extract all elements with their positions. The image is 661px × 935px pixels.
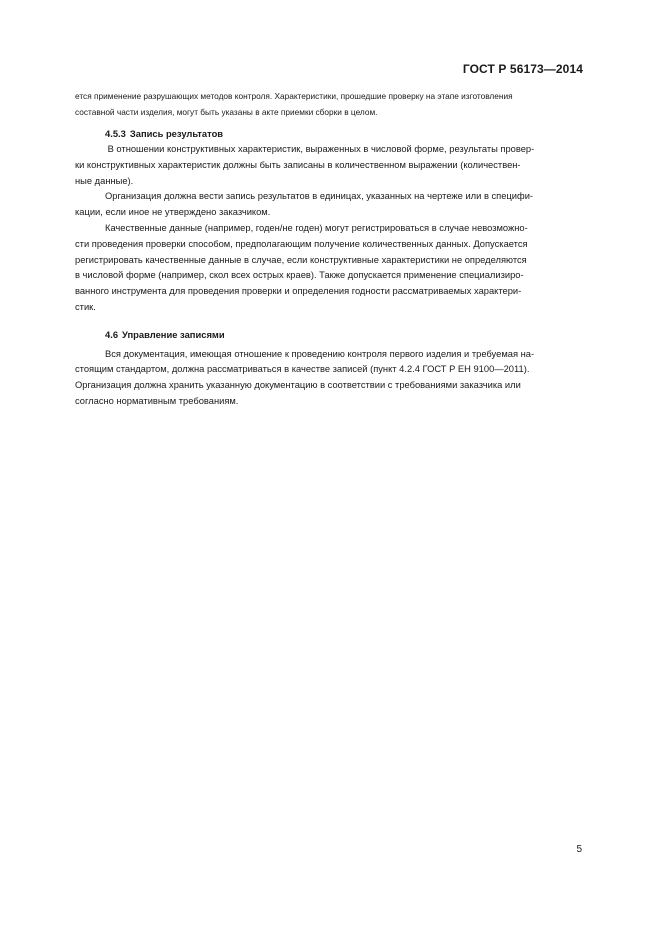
- paragraph: [75, 221, 583, 316]
- text-line: ванного инструмента для проведения проверки и определения годности рассматриваемых характери-: [75, 286, 522, 297]
- document-id-header: ГОСТ Р 56173—2014: [462, 62, 583, 76]
- text-line: ки конструктивных характеристик должны быть записаны в количественном выражении (количествен-: [75, 159, 521, 170]
- paragraph: [75, 142, 583, 189]
- text-line: регистрировать качественные данные в случае, если конструктивные характеристики не определяются: [75, 254, 527, 265]
- section-title: Управление записями: [122, 328, 225, 340]
- section-title: Запись результатов: [129, 128, 224, 140]
- section-heading-4-5-3: [75, 126, 583, 142]
- text-line: ется применение разрушающих методов контроля. Характеристики, прошедшие проверку на этапе изготовления: [75, 91, 513, 101]
- text-line: ные данные).: [75, 175, 134, 186]
- text-line: стик.: [75, 301, 96, 312]
- text-line: составной части изделия, могут быть указаны в акте приемки сборки в целом.: [75, 106, 378, 117]
- text-line: кации, если иное не утверждено заказчиком.: [75, 207, 271, 218]
- text-line: сти проведения проверки способом, предполагающим получение количественных данных. Допускается: [75, 238, 528, 249]
- text-line: В отношении конструктивных характеристик, выраженных в числовой форме, результаты провер-: [105, 143, 535, 154]
- paragraph: [75, 347, 583, 410]
- section-heading-4-6: [75, 327, 583, 343]
- paragraph: [75, 189, 583, 221]
- text-line: согласно нормативным требованиям.: [75, 395, 239, 406]
- intro-paragraph: [75, 89, 583, 120]
- section-number: 4.5.3: [105, 128, 126, 140]
- text-line: Качественные данные (например, годен/не годен) могут регистрироваться в случае невозможно-: [105, 222, 528, 233]
- text-line: Организация должна вести запись результатов в единицах, указанных на чертеже или в специфи-: [105, 191, 534, 202]
- text-line: в числовой форме (например, скол всех острых краев). Также допускается применение специализиро-: [75, 270, 524, 281]
- page-content: [75, 89, 583, 410]
- text-line: Вся документация, имеющая отношение к проведению контроля первого изделия и требуемая на-: [105, 348, 535, 359]
- section-number: 4.6: [105, 328, 119, 340]
- text-line: стоящим стандартом, должна рассматриваться в качестве записей (пункт 4.2.4 ГОСТ Р ЕН 9100—2011).: [75, 364, 530, 375]
- text-line: Организация должна хранить указанную документацию в соответствии с требованиями заказчика или: [75, 380, 521, 391]
- page-number: 5: [576, 844, 582, 855]
